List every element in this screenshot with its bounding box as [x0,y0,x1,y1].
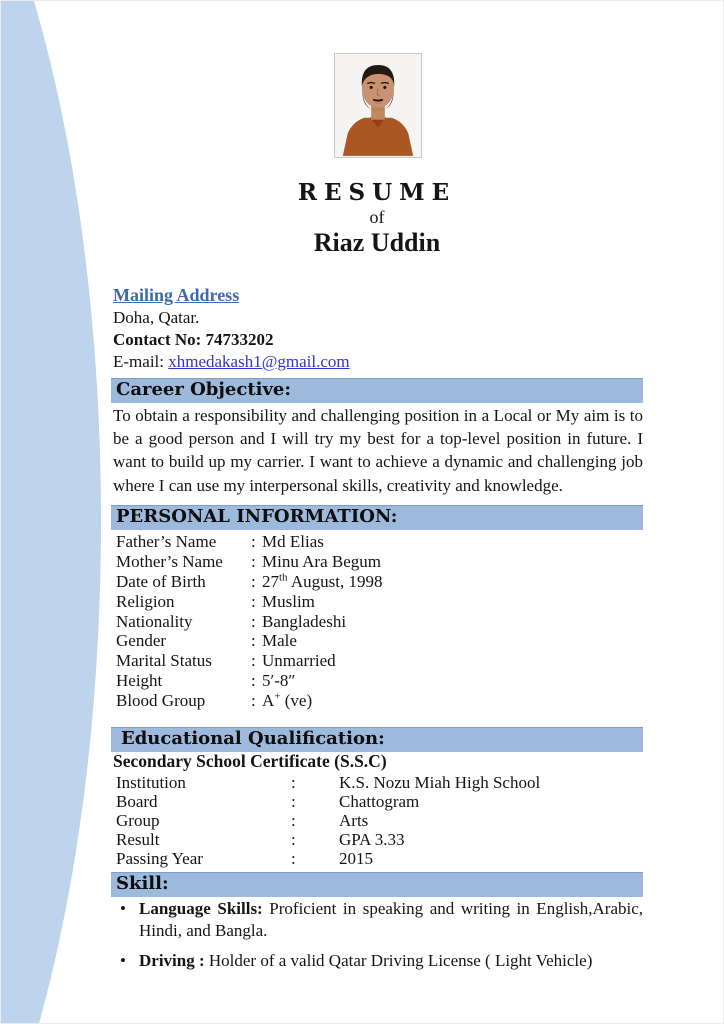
applicant-photo [334,53,422,158]
skill-list [111,898,643,980]
colon: : [251,611,256,631]
row-value: K.S. Nozu Miah High School [339,773,541,792]
row-value: Minu Ara Begum [262,551,381,571]
row-label: Nationality [116,611,193,631]
skill-item-language [111,898,643,942]
email-link[interactable]: xhmedakash1@gmail.com [168,352,350,371]
skill-item-text: Holder of a valid Qatar Driving License ( Light Vehicle) [204,951,593,970]
email-label: E-mail: [113,352,169,371]
bullet-icon: • [120,899,126,918]
row-label: Institution [116,773,186,792]
row-value: Muslim [262,591,315,611]
personal-row-mother [116,552,638,572]
portrait-illustration [335,54,421,157]
row-value: 27th August, 1998 [262,571,383,591]
colon: : [291,792,296,811]
colon: : [291,849,296,868]
row-label: Marital Status [116,651,212,671]
personal-row-blood [116,691,638,711]
row-value: Unmarried [262,651,336,671]
educational-qualification-header: Educational Qualification: [111,727,643,752]
education-row-passing-year [116,849,638,868]
contact-number-line: Contact No: 74733202 [113,330,274,349]
contact-block [113,284,350,373]
colon: : [251,532,256,551]
education-row-board [116,792,638,811]
skill-item-bold: Driving : [139,951,205,970]
education-row-institution [116,773,638,792]
row-label: Mother’s Name [116,551,223,571]
row-label: Height [116,671,163,691]
personal-row-height [116,671,638,691]
row-value: A+ (ve) [262,690,313,711]
row-value: Arts [339,811,369,830]
row-label: Result [116,830,160,849]
row-label: Father’s Name [116,532,217,551]
colon: : [251,591,256,611]
content-column [111,1,643,1023]
skill-item-text: Proficient in speaking and writing in English,Arabic, Hindi, and Bangla. [139,899,644,940]
personal-row-marital [116,651,638,671]
row-label: Board [116,792,158,811]
personal-information-header: PERSONAL INFORMATION: [111,505,643,530]
row-label: Religion [116,591,175,611]
address-line: Doha, Qatar. [113,308,200,327]
applicant-name: Riaz Uddin [313,228,441,257]
bullet-icon: • [120,951,126,970]
row-label: Group [116,811,160,830]
ssc-subheading: Secondary School Certificate (S.S.C) [113,751,387,771]
colon: : [251,671,256,691]
row-label: Date of Birth [116,571,206,591]
education-row-group [116,811,638,830]
education-table [116,773,638,868]
row-value: Md Elias [262,532,324,551]
colon: : [251,571,256,591]
row-value: 2015 [339,849,373,868]
row-value: GPA 3.33 [339,830,405,849]
skill-item-driving [111,950,643,972]
row-label: Passing Year [116,849,203,868]
personal-row-religion [116,592,638,612]
colon: : [251,651,256,671]
row-label: Blood Group [116,691,206,711]
career-objective-text: To obtain a responsibility and challenging position in a Local or My aim is to be a good person and I will try my best for a top-level position in future. I want to build up my carrier. I want to achieve a dynamic and challenging job where I can use my interpersonal skills, creativity and knowledge. [113,406,643,495]
personal-row-father [116,532,638,552]
side-ellipse-decoration [0,0,101,1024]
resume-title: RESUME [297,179,457,206]
skill-item-bold: Language Skills: [139,899,263,918]
colon: : [291,811,296,830]
colon: : [251,691,256,711]
personal-row-nationality [116,612,638,632]
skill-header: Skill: [111,872,643,897]
row-value: Male [262,631,297,651]
personal-row-gender [116,631,638,651]
of-label: of [369,207,385,227]
colon: : [291,830,296,849]
row-value: Chattogram [339,792,420,811]
mailing-address-heading: Mailing Address [113,285,240,305]
personal-information-table [116,532,638,711]
title-block [111,180,643,257]
row-value: Bangladeshi [262,611,347,631]
email-line [113,351,350,373]
career-objective-header: Career Objective: [111,378,643,403]
row-value: 5′-8″ [262,671,296,691]
colon: : [251,631,256,651]
colon: : [291,773,296,792]
row-label: Gender [116,631,167,651]
education-row-result [116,830,638,849]
personal-row-dob [116,572,638,592]
colon: : [251,551,256,571]
